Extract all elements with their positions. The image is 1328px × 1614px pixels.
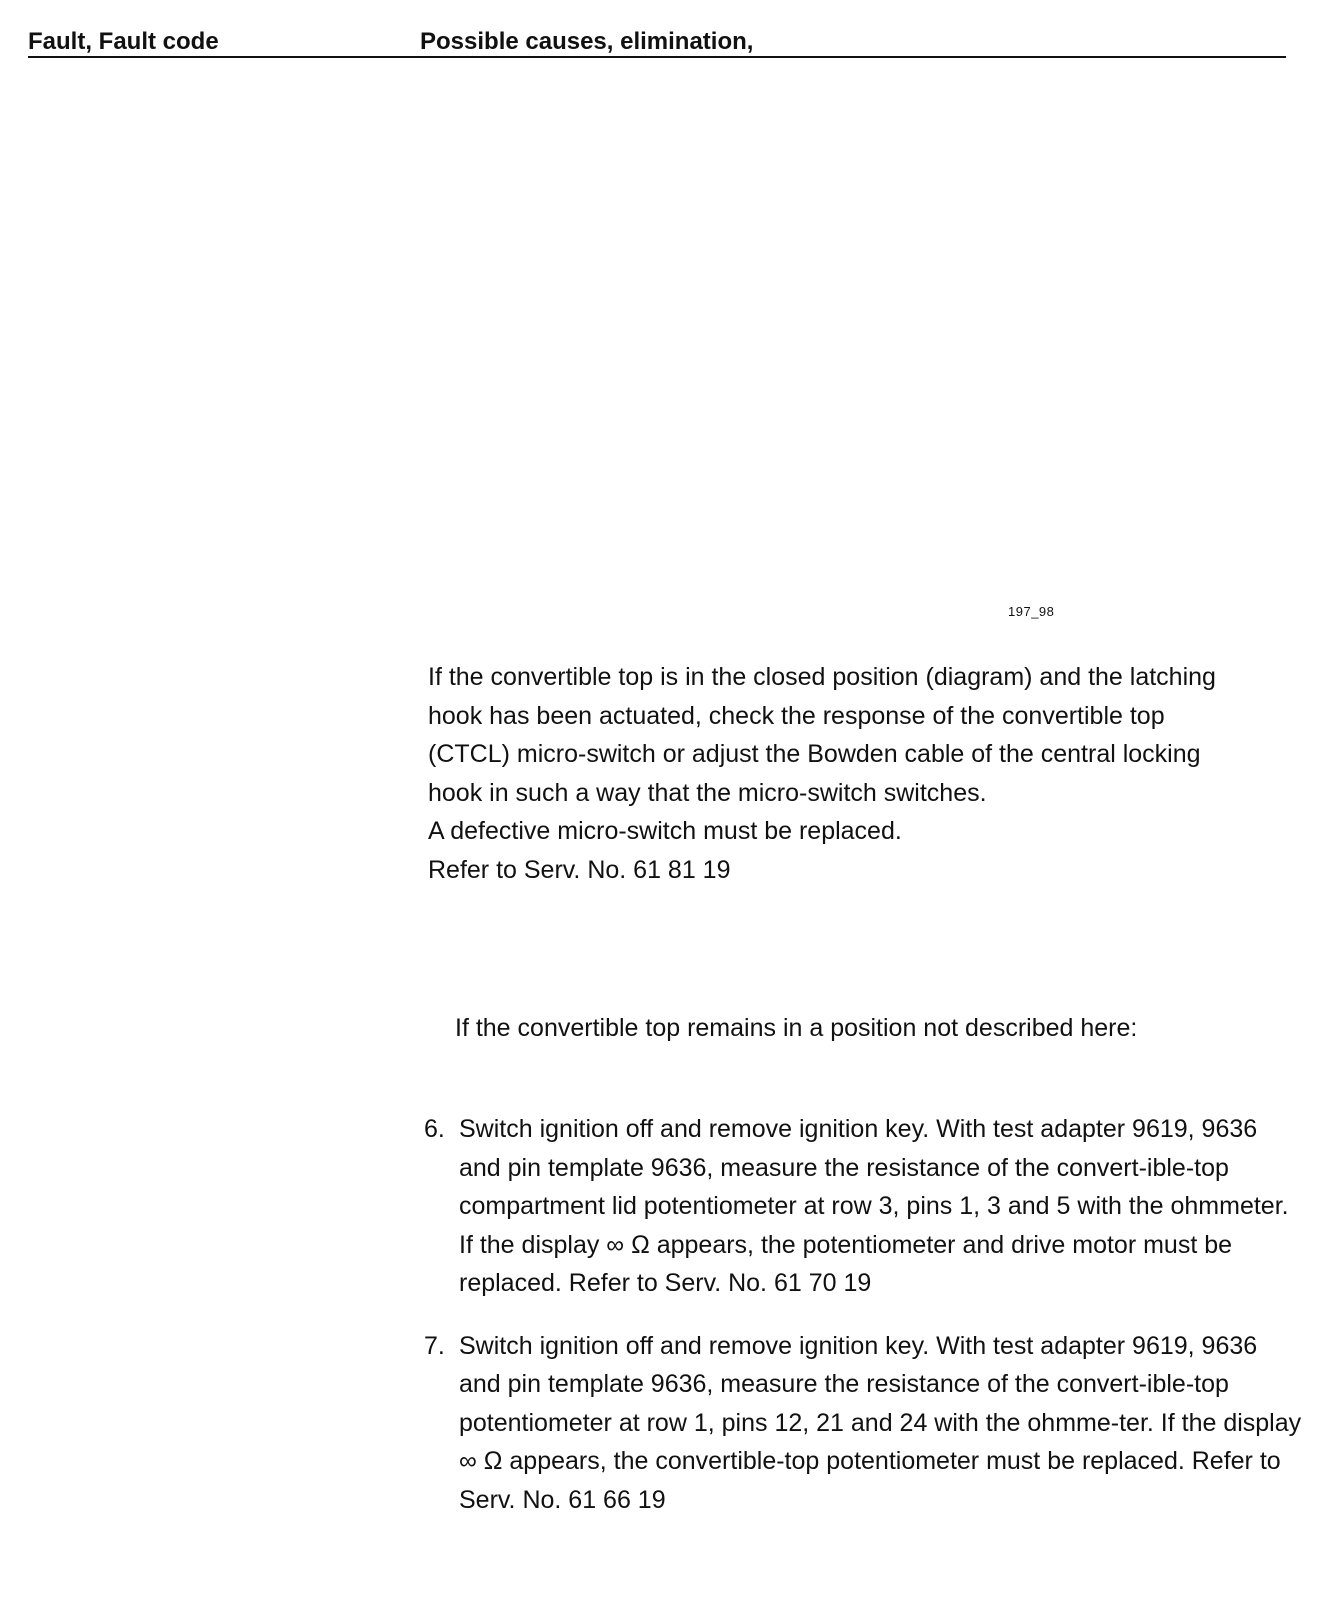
step-text: Switch ignition off and remove ignition key. With test adapter 9619, 9636 and pin template 9636, measure the resistance of the convert-ible-top potentiometer at row 1, pins 12, 21 and 24 with the ohmme-ter. If the display ∞ Ω appears, the convertible-top potentiometer must be replaced. Refer to Serv. No. 61 66 19: [459, 1331, 1302, 1514]
other-position-note: If the convertible top remains in a position not described here:: [455, 1014, 1138, 1042]
table-header: [28, 22, 1286, 58]
text-line: hook in such a way that the micro-switch switches.: [428, 778, 987, 807]
procedure-steps: [424, 1110, 1304, 1519]
step-number: 7.: [424, 1331, 445, 1360]
closed-position-instructions: [428, 658, 1288, 889]
column-heading-causes: Possible causes, elimination,: [420, 28, 754, 55]
step-number: 6.: [424, 1115, 445, 1143]
figure-label: 197_98: [1008, 604, 1055, 619]
step-text: Switch ignition off and remove ignition key. With test adapter 9619, 9636 and pin template 9636, measure the resistance of the convert-ible-top compartment lid potentiometer at row 3, pins 1, 3 and 5 with the ohmmeter. If the display ∞ Ω appears, the potentiometer and drive motor must be replaced. Refer to Serv. No. 61 70 19: [459, 1115, 1289, 1297]
step-7: [424, 1327, 1304, 1520]
text-line: hook has been actuated, check the response of the convertible top: [428, 701, 1165, 730]
column-heading-fault: Fault, Fault code: [28, 28, 219, 55]
step-6: [424, 1110, 1304, 1303]
text-line: (CTCL) micro-switch or adjust the Bowden cable of the central locking: [428, 740, 1201, 768]
text-line: A defective micro-switch must be replaced.: [428, 817, 902, 845]
text-line: Refer to Serv. No. 61 81 19: [428, 855, 731, 884]
diagram-area: [420, 60, 1280, 620]
text-line: If the convertible top is in the closed position (diagram) and the latching: [428, 663, 1216, 691]
